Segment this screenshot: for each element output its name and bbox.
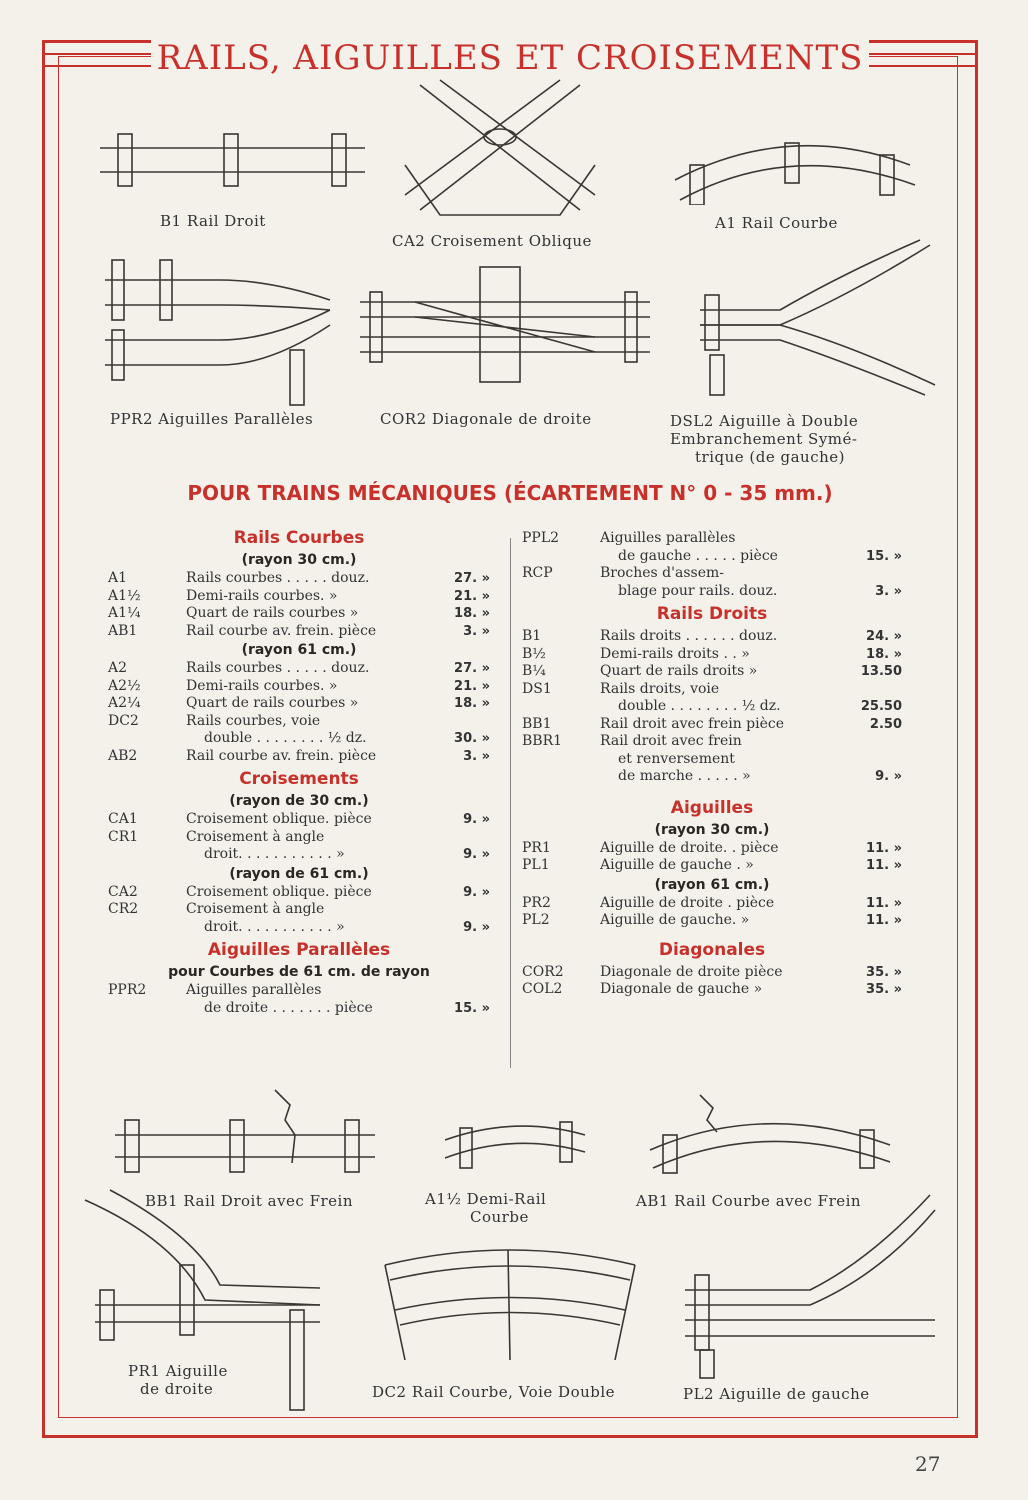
caption-a1half-line1: A1½ Demi-Rail <box>425 1190 547 1208</box>
rows-diagonales <box>522 964 902 999</box>
price-row: BBR1 Rail droit avec frein <box>522 733 742 749</box>
caption-dc2: DC2 Rail Courbe, Voie Double <box>372 1383 616 1401</box>
rows-aiguilles-61 <box>522 895 902 930</box>
rows-rails-droits <box>522 628 902 786</box>
price-row: de gauche . . . . . pièce 15. » <box>618 547 902 564</box>
caption-b1: B1 Rail Droit <box>160 212 266 230</box>
right-price-column <box>522 530 902 999</box>
rows-aiguilles-paralleles <box>108 982 490 1017</box>
caption-ppr2: PPR2 Aiguilles Parallèles <box>110 410 314 428</box>
section-croisements: Croisements <box>239 769 359 789</box>
price-row: A1¼ Quart de rails courbes » 18. » <box>108 605 490 621</box>
price-row: blage pour rails. douz. 3. » <box>618 582 902 599</box>
caption-dsl2-line1: DSL2 Aiguille à Double <box>670 412 859 430</box>
subhead-rayon-de-30: (rayon de 30 cm.) <box>229 793 369 809</box>
price-row: B¼ Quart de rails droits » 13.50 <box>522 663 902 679</box>
subhead-aiguilles-61: (rayon 61 cm.) <box>654 876 770 893</box>
price-row: PPL2 Aiguilles parallèles <box>522 530 736 546</box>
price-row: PR2 Aiguille de droite . pièce 11. » <box>522 894 902 911</box>
rows-croisements-61 <box>108 884 490 937</box>
price-row: DS1 Rails droits, voie <box>522 680 720 697</box>
bb1-brake-rail-illustration <box>110 1085 380 1175</box>
caption-dsl2-line2: Embranchement Symé- <box>670 430 858 448</box>
price-row: droit. . . . . . . . . . . » 9. » <box>204 846 490 862</box>
left-price-column <box>108 524 490 1017</box>
rows-courbes-61 <box>108 660 490 765</box>
caption-pl2: PL2 Aiguille de gauche <box>683 1385 870 1403</box>
price-row: BB1 Rail droit avec frein pièce 2.50 <box>522 715 902 732</box>
section-aiguilles-paralleles: Aiguilles Parallèles <box>207 940 391 960</box>
page-title: RAILS, AIGUILLES ET CROISEMENTS <box>151 38 870 78</box>
price-row: RCP Broches d'assem- <box>522 565 725 581</box>
subhead-rayon-de-61: (rayon de 61 cm.) <box>229 865 369 882</box>
price-row: AB2 Rail courbe av. frein. pièce 3. » <box>108 747 490 764</box>
section-rails-courbes: Rails Courbes <box>233 528 365 548</box>
cor2-diagonal-illustration <box>355 262 655 387</box>
caption-a1: A1 Rail Courbe <box>715 214 838 232</box>
price-row: double . . . . . . . . ½ dz. 25.50 <box>618 698 902 714</box>
price-row: AB1 Rail courbe av. frein. pièce 3. » <box>108 622 490 639</box>
price-row: A2½ Demi-rails courbes. » 21. » <box>108 677 490 694</box>
title-rule-right <box>869 53 978 67</box>
section-aiguilles: Aiguilles <box>670 797 754 818</box>
price-row: CR2 Croisement à angle <box>108 901 325 917</box>
rows-aiguilles-30 <box>522 840 902 875</box>
price-row: A1 Rails courbes . . . . . douz. 27. » <box>108 570 490 586</box>
subtitle: POUR TRAINS MÉCANIQUES (ÉCARTEMENT N° 0 - 35 mm.) <box>187 481 833 505</box>
price-row: COR2 Diagonale de droite pièce 35. » <box>522 963 902 980</box>
pl2-left-point-illustration <box>680 1180 945 1380</box>
rows-croisements-30 <box>108 811 490 864</box>
price-row: A1½ Demi-rails courbes. » 21. » <box>108 587 490 604</box>
title-rule-left <box>42 53 151 67</box>
price-row: PL1 Aiguille de gauche . » 11. » <box>522 857 902 873</box>
price-row: de marche . . . . . » 9. » <box>618 768 902 784</box>
caption-cor2: COR2 Diagonale de droite <box>380 410 592 428</box>
price-row: double . . . . . . . . ½ dz. 30. » <box>204 730 490 746</box>
caption-a1half-line2: Courbe <box>470 1208 529 1226</box>
subhead-courbes-61: pour Courbes de 61 cm. de rayon <box>168 964 430 980</box>
price-row: A2¼ Quart de rails courbes » 18. » <box>108 695 490 711</box>
price-row: CA1 Croisement oblique. pièce 9. » <box>108 811 490 827</box>
a1-curved-rail-illustration <box>670 125 920 205</box>
price-row: et renversement <box>618 750 735 767</box>
page-number: 27 <box>915 1452 941 1476</box>
a1-half-curved-rail-illustration <box>440 1110 590 1170</box>
b1-straight-rail-illustration <box>100 130 370 190</box>
ppr2-parallel-points-illustration <box>100 250 340 410</box>
subhead-rayon-61: (rayon 61 cm.) <box>241 642 357 658</box>
price-row: A2 Rails courbes . . . . . douz. 27. » <box>108 660 490 676</box>
rows-ppl2-rcp <box>522 530 902 600</box>
caption-bb1: BB1 Rail Droit avec Frein <box>145 1192 353 1210</box>
caption-ca2: CA2 Croisement Oblique <box>392 232 592 250</box>
price-row: CA2 Croisement oblique. pièce 9. » <box>108 883 490 900</box>
section-diagonales: Diagonales <box>658 939 766 960</box>
ab1-brake-curve-illustration <box>645 1090 895 1175</box>
caption-dsl2-line3: trique (de gauche) <box>695 448 845 466</box>
price-row: de droite . . . . . . . pièce 15. » <box>204 999 490 1016</box>
caption-ab1: AB1 Rail Courbe avec Frein <box>636 1192 862 1210</box>
subhead-aiguilles-30: (rayon 30 cm.) <box>654 821 770 838</box>
dsl2-double-junction-illustration <box>690 235 945 400</box>
price-row: DC2 Rails courbes, voie <box>108 712 321 729</box>
rows-courbes-30 <box>108 570 490 640</box>
price-row: COL2 Diagonale de gauche » 35. » <box>522 981 902 997</box>
price-row: CR1 Croisement à angle <box>108 828 325 845</box>
price-row: PR1 Aiguille de droite. . pièce 11. » <box>522 839 902 856</box>
section-rails-droits: Rails Droits <box>656 604 768 624</box>
dc2-double-curve-illustration <box>380 1240 640 1370</box>
column-divider <box>510 538 511 1068</box>
subhead-rayon-30: (rayon 30 cm.) <box>241 552 357 568</box>
price-row: B½ Demi-rails droits . . » 18. » <box>522 645 902 662</box>
ca2-crossing-illustration <box>400 75 600 220</box>
price-row: PL2 Aiguille de gauche. » 11. » <box>522 912 902 928</box>
price-row: B1 Rails droits . . . . . . douz. 24. » <box>522 628 902 644</box>
price-row: droit. . . . . . . . . . . » 9. » <box>204 918 490 935</box>
caption-pr1-line2: de droite <box>140 1380 214 1398</box>
price-row: PPR2 Aiguilles parallèles <box>108 982 322 998</box>
caption-pr1-line1: PR1 Aiguille <box>128 1362 228 1380</box>
